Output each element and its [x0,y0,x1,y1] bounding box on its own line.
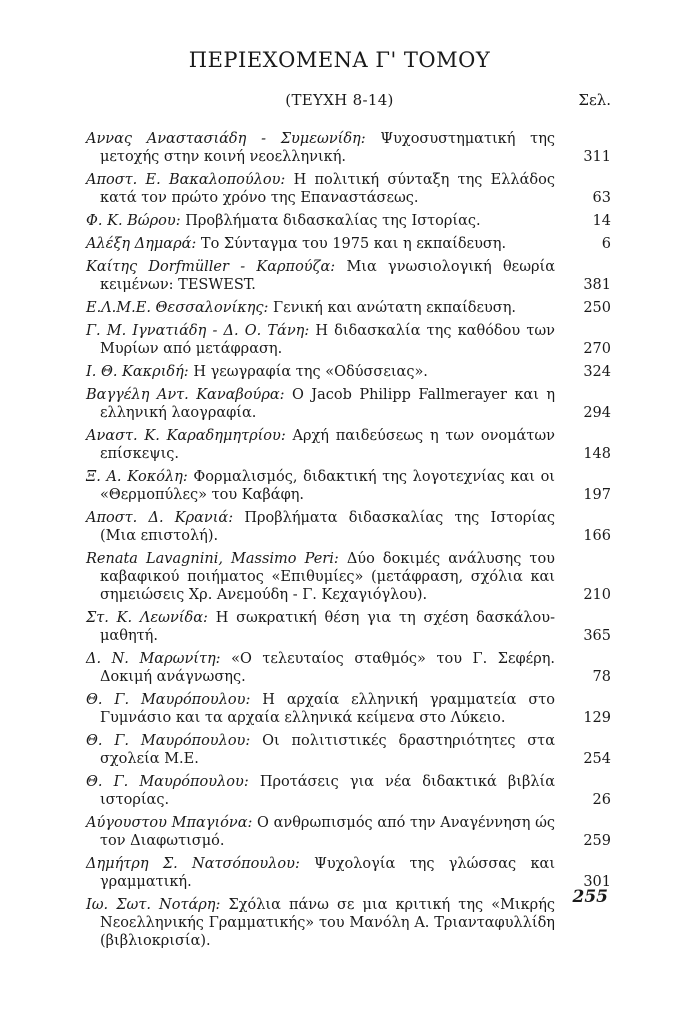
toc-entry-title: Γενική και ανώτατη εκπαίδευση. [273,300,517,316]
toc-entry-title: Σχόλια πάνω σε μια κριτική της «Μικρής Νεοελληνικής Γραμματικής» του Μανόλη Α. Τριανταφυλλίδη (βιβλιοκρισία). [100,897,556,949]
toc-entry-text [86,468,555,504]
toc-entry-text [86,609,555,645]
toc-entry-title: Η αρχαία ελληνική γραμματεία στο Γυμνάσιο και τα αρχαία ελληνικά κείμενα στο Λύκειο. [100,692,555,726]
toc-entry-text [86,855,555,891]
toc-entry-page: 197 [583,487,611,503]
toc-entry [86,896,611,950]
toc-entry-text [86,386,555,422]
toc-entry-author: Φ. Κ. Βώρου: [86,213,181,229]
toc-entry [86,650,611,686]
toc-entry-title: Ο ανθρωπισμός από την Αναγέννηση ώς τον Διαφωτισμό. [100,815,556,849]
toc-entry [86,299,611,317]
toc-entry-page: 324 [583,364,611,380]
toc-entry-author: Αννας Αναστασιάδη - Συμεωνίδη: [86,131,366,147]
toc-entry-author: Αποστ. Δ. Κρανιά: [86,510,234,526]
toc-entry-page: 148 [583,446,611,462]
toc-entry-text [86,896,555,950]
toc-entry [86,322,611,358]
toc-entry-page: 381 [583,277,611,293]
toc-entry-text [86,550,555,604]
toc-entry-title: Η πολιτική σύνταξη της Ελλάδος κατά τον πρώτο χρόνο της Επαναστάσεως. [100,172,555,206]
toc-entry-text [86,171,555,207]
toc-entry-title: Το Σύνταγμα του 1975 και η εκπαίδευση. [200,236,507,252]
toc-entry-text [86,650,555,686]
toc-entry-author: Θ. Γ. Μαυρόπουλου: [86,733,251,749]
toc-entry [86,171,611,207]
toc-entry-title: Οι πολιτιστικές δραστηριότητες στα σχολεία Μ.Ε. [100,733,555,767]
toc-entry-author: Αύγουστου Μπαγιόνα: [86,815,253,831]
toc-entry-page: 14 [592,213,611,229]
toc-entry-page: 129 [583,710,611,726]
toc-entry-page: 210 [583,587,611,603]
toc-entry-author: Βαγγέλη Αντ. Καναβούρα: [86,387,285,403]
toc-entry-page: 63 [592,190,611,206]
table-of-contents [86,130,611,955]
toc-entry [86,212,611,230]
toc-entry-text [86,509,555,545]
page-column-label: Σελ. [578,91,611,109]
toc-entry-page: 78 [592,669,611,685]
toc-entry-page: 254 [583,751,611,767]
toc-entry-title: Η σωκρατική θέση για τη σχέση δασκάλου-μαθητή. [100,610,555,644]
toc-entry-page: 311 [583,149,611,165]
toc-entry-title: Δύο δοκιμές ανάλυσης του καβαφικού ποιήματος «Επιθυμίες» (μετάφραση, σχόλια και σημειώσεις Χρ. Ανεμούδη - Γ. Κεχαγιόγλου). [100,551,555,603]
toc-entry-author: Δ. Ν. Μαρωνίτη: [86,651,221,667]
toc-entry-title: Αρχή παιδεύσεως η των ονομάτων επίσκεψις. [100,428,555,462]
toc-entry-text [86,732,555,768]
toc-entry-title: Η γεωγραφία της «Οδύσσειας». [193,364,428,380]
toc-entry-text [86,427,555,463]
toc-entry-text [86,814,555,850]
toc-entry-title: Φορμαλισμός, διδακτική της λογοτεχνίας και οι «Θερμοπύλες» του Καβάφη. [100,469,555,503]
toc-entry-title: Προτάσεις για νέα διδακτικά βιβλία ιστορίας. [100,774,555,808]
toc-entry [86,773,611,809]
toc-entry [86,691,611,727]
toc-entry-title: Ψυχοσυστηματική της μετοχής στην κοινή νεοελληνική. [100,131,556,165]
toc-entry [86,509,611,545]
toc-entry [86,386,611,422]
toc-entry-author: Γ. Μ. Ιγνατιάδη - Δ. Ο. Τάνη: [86,323,310,339]
toc-entry [86,609,611,645]
toc-entry-text [86,773,555,809]
toc-entry-text [86,691,555,727]
page-subtitle: (ΤΕΥΧΗ 8-14) [285,91,394,109]
toc-entry-author: Δημήτρη Σ. Νατσόπουλου: [86,856,300,872]
toc-entry [86,363,611,381]
toc-entry-author: Καίτης Dorfmüller - Καρπούζα: [86,259,336,275]
toc-entry-author: Ιω. Σωτ. Νοτάρη: [86,897,221,913]
toc-entry-text [86,212,555,230]
toc-entry-title: Προβλήματα διδασκαλίας της Ιστορίας. [185,213,481,229]
toc-entry [86,427,611,463]
toc-entry-page: 270 [583,341,611,357]
toc-entry [86,550,611,604]
toc-entry-text [86,363,555,381]
toc-entry-title: Η διδασκαλία της καθόδου των Μυρίων από μετάφραση. [100,323,555,357]
toc-entry-author: Αλέξη Δημαρά: [86,236,197,252]
toc-entry-author: Αναστ. Κ. Καραδημητρίου: [86,428,286,444]
toc-entry [86,468,611,504]
toc-entry-page: 301 [583,874,611,890]
toc-entry-title: Προβλήματα διδασκαλίας της Ιστορίας (Μια επιστολή). [100,510,556,544]
toc-entry-text [86,235,555,253]
toc-entry-page: 294 [583,405,611,421]
page-title: ΠΕΡΙΕΧΟΜΕΝΑ Γ' ΤΟΜΟΥ [188,48,491,72]
toc-entry-text [86,322,555,358]
toc-entry-title: Μια γνωσιολογική θεωρία κειμένων: TESWEST. [100,259,556,293]
toc-entry-author: Στ. Κ. Λεωνίδα: [86,610,208,626]
toc-entry-page: 166 [583,528,611,544]
toc-entry-author: Ε.Λ.Μ.Ε. Θεσσαλονίκης: [86,300,269,316]
toc-entry-author: Θ. Γ. Μαυρόπουλου: [86,774,249,790]
toc-entry [86,258,611,294]
toc-entry-text [86,299,555,317]
toc-entry-author: Ι. Θ. Κακριδή: [86,364,189,380]
toc-entry-title: Ψυχολογία της γλώσσας και γραμματική. [100,856,556,890]
toc-entry-page: 365 [583,628,611,644]
toc-entry [86,130,611,166]
toc-entry-author: Θ. Γ. Μαυρόπουλου: [86,692,251,708]
page-number: 255 [572,887,608,907]
toc-entry [86,814,611,850]
toc-entry-author: Renata Lavagnini, Massimo Peri: [86,551,339,567]
toc-entry-author: Ξ. Α. Κοκόλη: [86,469,188,485]
toc-entry-text [86,258,555,294]
toc-entry-page: 250 [583,300,611,316]
toc-entry-page: 6 [601,236,611,252]
toc-entry-title: Ο Jacob Philipp Fallmerayer και η ελληνική λαογραφία. [100,387,556,421]
toc-entry-title: «Ο τελευταίος σταθμός» του Γ. Σεφέρη. Δοκιμή ανάγνωσης. [100,651,556,685]
toc-entry [86,855,611,891]
toc-entry-author: Αποστ. Ε. Βακαλοπούλου: [86,172,286,188]
toc-entry [86,235,611,253]
toc-entry-page: 26 [592,792,611,808]
toc-entry-text [86,130,555,166]
toc-entry-page: 259 [583,833,611,849]
toc-entry [86,732,611,768]
